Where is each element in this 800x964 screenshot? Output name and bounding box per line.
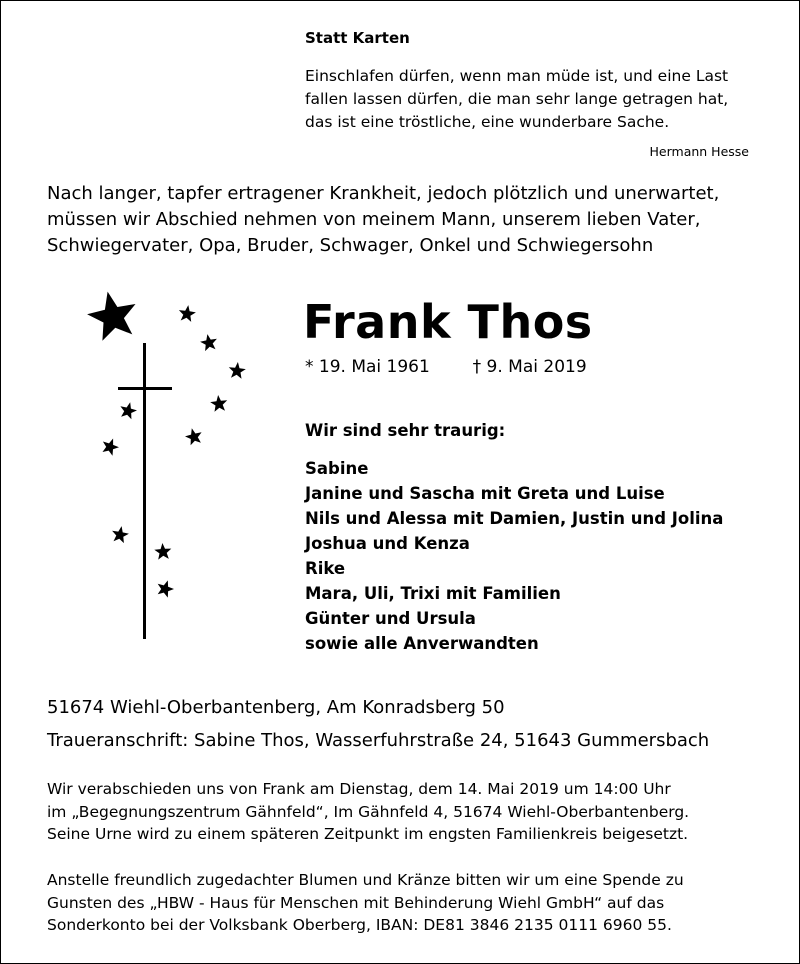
- farewell-line: Seine Urne wird zu einem späteren Zeitpunkt im engsten Familienkreis beigesetzt.: [47, 825, 689, 843]
- home-address: 51674 Wiehl-Oberbantenberg, Am Konradsberg 50: [47, 697, 505, 718]
- quote-author: Hermann Hesse: [649, 144, 749, 159]
- death-date: † 9. Mai 2019: [472, 357, 587, 377]
- star-icon: [210, 395, 227, 412]
- life-dates: [305, 357, 587, 377]
- mourner: Janine und Sascha mit Greta und Luise: [305, 484, 665, 503]
- donation-line: Gunsten des „HBW - Haus für Menschen mit Behinderung Wiehl GmbH“ auf das: [47, 893, 665, 912]
- farewell-line: im „Begegnungszentrum Gähnfeld“, Im Gähnfeld 4, 51674 Wiehl-Oberbantenberg.: [47, 802, 690, 821]
- farewell-text: [47, 778, 689, 846]
- deceased-name: Frank Thos: [303, 295, 593, 349]
- star-icon: [229, 362, 246, 379]
- mourner: Sabine: [305, 459, 369, 478]
- mourner: Nils und Alessa mit Damien, Justin und Jolina: [305, 509, 724, 528]
- quote: [305, 65, 728, 134]
- mourner: sowie alle Anverwandten: [305, 634, 539, 653]
- star-icon: [179, 305, 196, 322]
- quote-line: fallen lassen dürfen, die man sehr lange getragen hat,: [305, 90, 729, 108]
- mourners-heading: Wir sind sehr traurig:: [305, 421, 506, 440]
- mourner: Mara, Uli, Trixi mit Familien: [305, 584, 561, 603]
- star-icon: [87, 292, 135, 341]
- mourning-address: Traueranschrift: Sabine Thos, Wasserfuhrstraße 24, 51643 Gummersbach: [47, 730, 710, 751]
- mourner: Rike: [305, 559, 346, 578]
- heading-statt-karten: Statt Karten: [305, 29, 410, 47]
- star-icon: [158, 580, 174, 597]
- donation-line: Sonderkonto bei der Volksbank Oberberg, IBAN: DE81 3846 2135 0111 6960 55.: [47, 916, 672, 934]
- donation-text: [47, 869, 684, 937]
- mourner: Günter und Ursula: [305, 609, 476, 628]
- star-icon: [200, 334, 217, 351]
- star-icon: [154, 543, 171, 560]
- intro-line: müssen wir Abschied nehmen von meinem Mann, unserem lieben Vater,: [47, 209, 701, 230]
- donation-line: Anstelle freundlich zugedachter Blumen und Kränze bitten wir um eine Spende zu: [47, 871, 684, 889]
- star-icon: [185, 428, 202, 445]
- intro-line: Schwiegervater, Opa, Bruder, Schwager, Onkel und Schwiegersohn: [47, 235, 654, 256]
- mourner: Joshua und Kenza: [305, 534, 470, 553]
- farewell-line: Wir verabschieden uns von Frank am Dienstag, dem 14. Mai 2019 um 14:00 Uhr: [47, 780, 671, 798]
- addresses: [47, 691, 709, 757]
- ornament: [1, 1, 301, 661]
- mourners-list: [305, 456, 723, 656]
- intro-line: Nach langer, tapfer ertragener Krankheit, jedoch plötzlich und unerwartet,: [47, 183, 720, 204]
- star-icon: [120, 402, 137, 419]
- star-icon: [103, 439, 120, 456]
- quote-line: Einschlafen dürfen, wenn man müde ist, und eine Last: [305, 67, 729, 85]
- birth-date: * 19. Mai 1961: [305, 357, 430, 377]
- star-icon: [112, 526, 129, 543]
- quote-line: das ist eine tröstliche, eine wunderbare Sache.: [305, 113, 670, 131]
- cross-icon: [118, 343, 172, 639]
